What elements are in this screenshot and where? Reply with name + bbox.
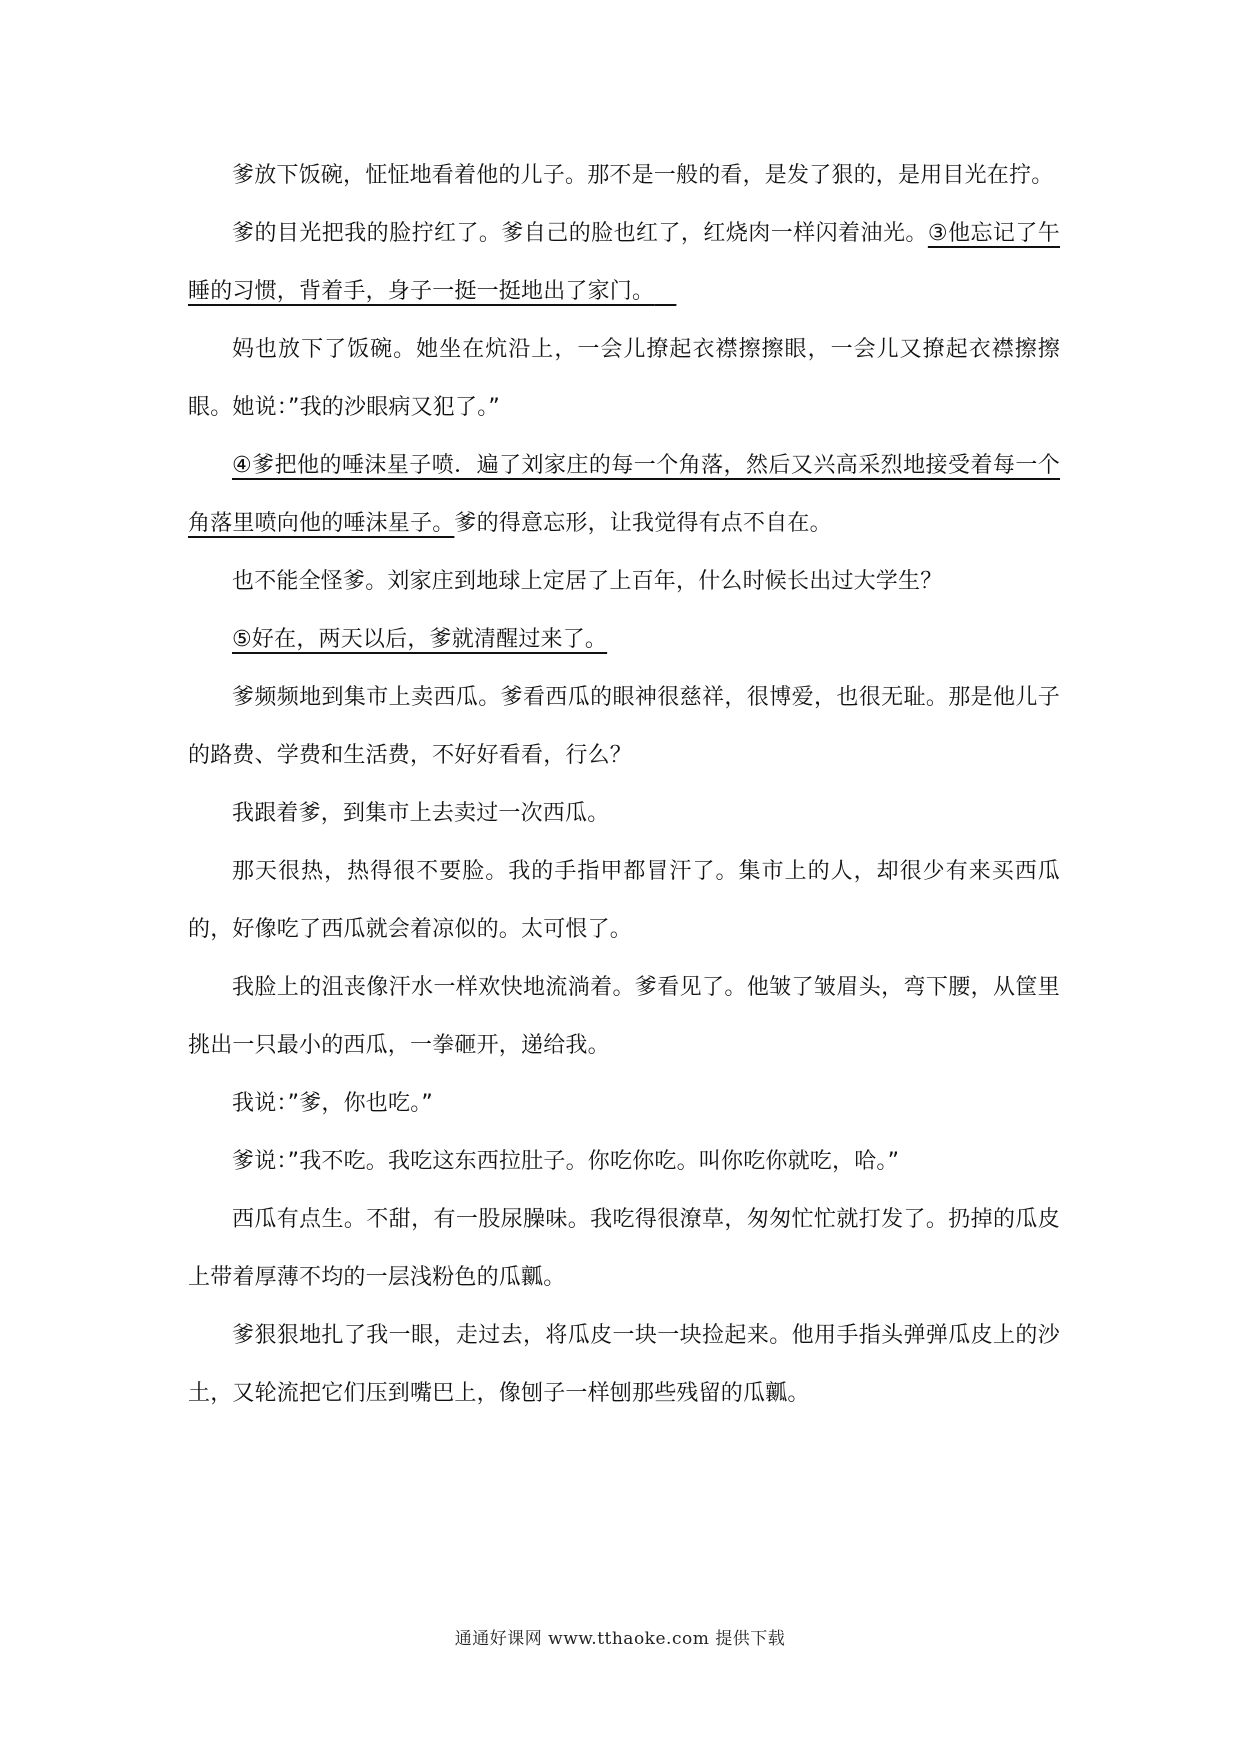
paragraph-3 (188, 321, 1060, 437)
paragraph-2 (188, 205, 1060, 321)
paragraph-10-text: 我脸上的沮丧像汗水一样欢快地流淌着。爹看见了。他皱了皱眉头，弯下腰，从筐里挑出一只最小的西瓜，一拳砸开，递给我。 (188, 975, 1060, 1058)
paragraph-12 (188, 1133, 1060, 1191)
underlined-sentence-4: ④爹把他的唾沫星子喷．遍了刘家庄的每一个角落，然后又兴高采烈地接受着每一个角落里喷向他的唾沫星子。 (188, 453, 1060, 536)
paragraph-13 (188, 1191, 1060, 1307)
paragraph-9 (188, 843, 1060, 959)
paragraph-6 (188, 611, 1060, 669)
paragraph-3-text: 妈也放下了饭碗。她坐在炕沿上，一会儿撩起衣襟擦擦眼，一会儿又撩起衣襟擦擦眼。她说：”我的沙眼病又犯了。” (188, 337, 1060, 420)
paragraph-2-text: 爹的目光把我的脸拧红了。爹自己的脸也红了，红烧肉一样闪着油光。 (232, 221, 928, 246)
paragraph-7 (188, 669, 1060, 785)
paragraph-14 (188, 1307, 1060, 1423)
paragraph-4 (188, 437, 1060, 553)
paragraph-8 (188, 785, 1060, 843)
paragraph-8-text: 我跟着爹，到集市上去卖过一次西瓜。 (232, 801, 610, 826)
paragraph-11 (188, 1075, 1060, 1133)
paragraph-1-text: 爹放下饭碗，怔怔地看着他的儿子。那不是一般的看，是发了狠的，是用目光在拧。 (232, 163, 1054, 188)
paragraph-4-text: 爹的得意忘形，让我觉得有点不自在。 (454, 511, 832, 536)
page-footer: 通通好课网 www.tthaoke.com 提供下载 (454, 1629, 786, 1649)
paragraph-1 (188, 147, 1060, 205)
paragraph-10 (188, 959, 1060, 1075)
paragraph-13-text: 西瓜有点生。不甜，有一股尿臊味。我吃得很潦草，匆匆忙忙就打发了。扔掉的瓜皮上带着厚薄不均的一层浅粉色的瓜瓤。 (188, 1207, 1060, 1290)
paragraph-5-text: 也不能全怪爹。刘家庄到地球上定居了上百年，什么时候长出过大学生？ (232, 569, 943, 594)
paragraph-11-text: 我说：”爹，你也吃。” (232, 1091, 433, 1116)
paragraph-14-text: 爹狠狠地扎了我一眼，走过去，将瓜皮一块一块捡起来。他用手指头弹弹瓜皮上的沙土，又轮流把它们压到嘴巴上，像刨子一样刨那些残留的瓜瓤。 (188, 1323, 1060, 1406)
paragraph-5 (188, 553, 1060, 611)
underline-trail (654, 279, 676, 304)
paragraph-7-text: 爹频频地到集市上卖西瓜。爹看西瓜的眼神很慈祥，很博爱，也很无耻。那是他儿子的路费、学费和生活费，不好好看看，行么？ (188, 685, 1060, 768)
underlined-sentence-3: ③他忘记了午睡的习惯，背着手，身子一挺一挺地出了家门。 (188, 221, 1060, 304)
paragraph-9-text: 那天很热，热得很不要脸。我的手指甲都冒汗了。集市上的人，却很少有来买西瓜的，好像吃了西瓜就会着凉似的。太可恨了。 (188, 859, 1060, 942)
paragraph-12-text: 爹说：”我不吃。我吃这东西拉肚子。你吃你吃。叫你吃你就吃，哈。” (232, 1149, 900, 1174)
underlined-sentence-5: ⑤好在，两天以后，爹就清醒过来了。 (232, 627, 608, 652)
